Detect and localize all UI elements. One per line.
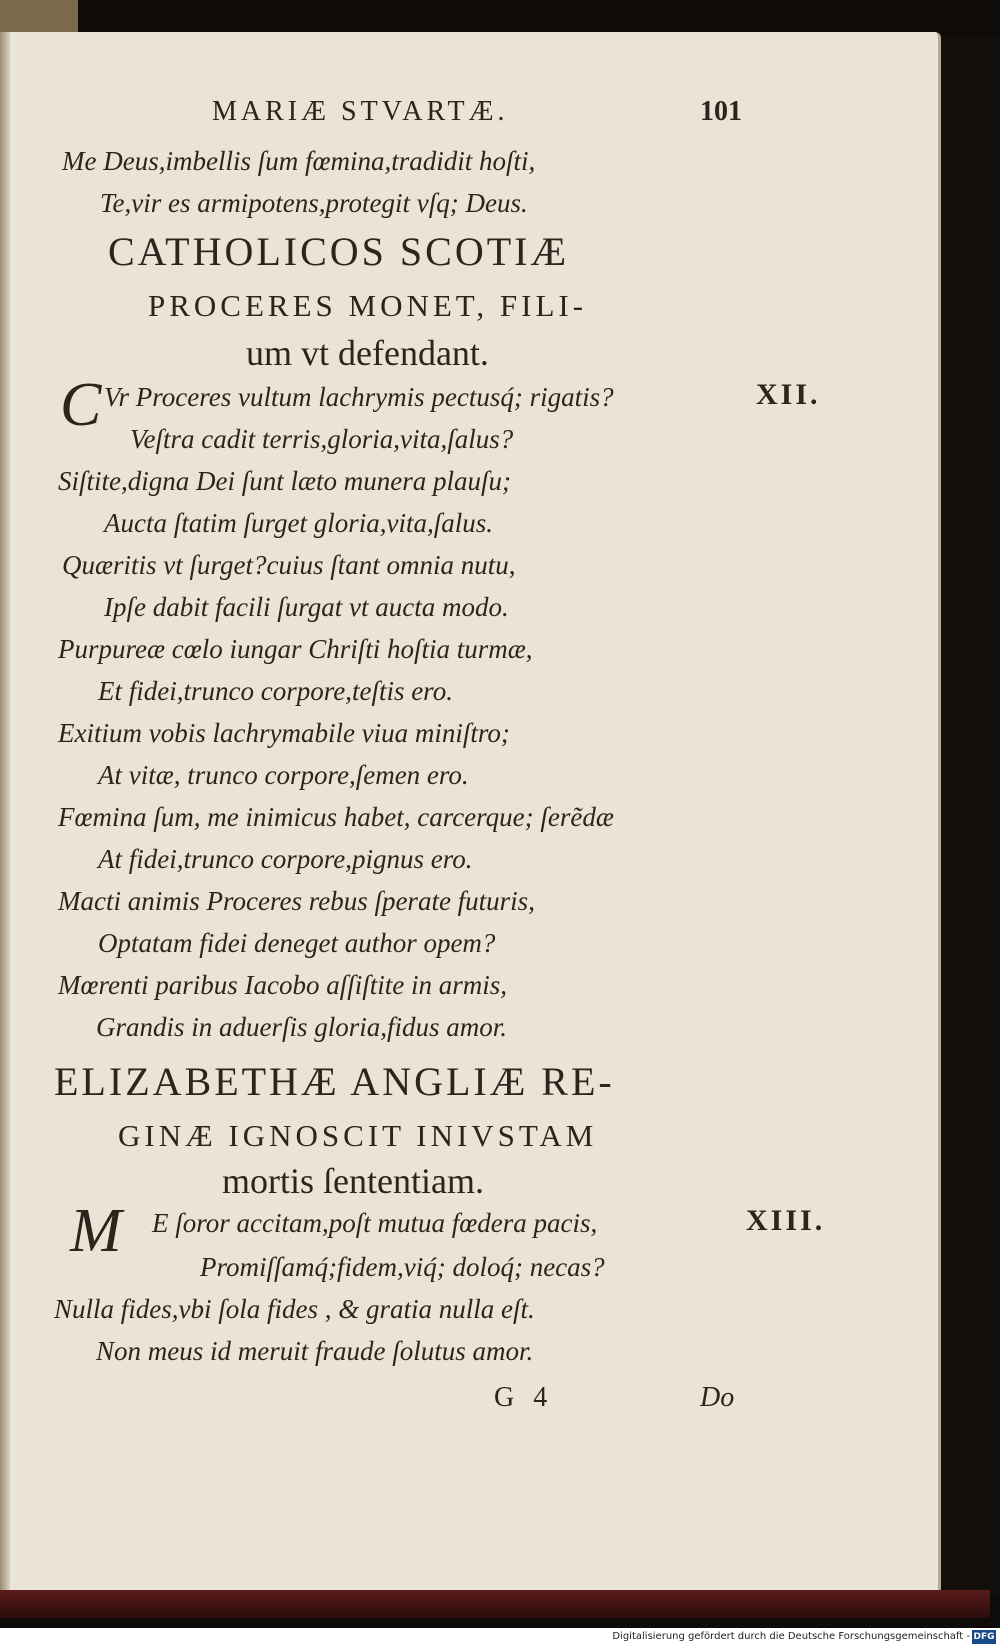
section-title-xii-line2: PROCERES MONET, FILI-	[148, 288, 588, 323]
section-title-xii-line1: CATHOLICOS SCOTIÆ	[108, 229, 570, 274]
page-gutter	[0, 32, 10, 1594]
signature-mark: G 4	[494, 1382, 554, 1413]
section-title-xiii-line3: mortis ſententiam.	[222, 1161, 484, 1201]
verse-line: Me Deus,imbellis ſum fœmina,tradidit hoſti,	[62, 146, 536, 176]
verse-line: Fœmina ſum, me inimicus habet, carcerque; ſerẽdæ	[58, 802, 614, 832]
verse-line: Grandis in aduerſis gloria,fidus amor.	[96, 1012, 508, 1042]
verse-line: Promiſſamq́;fidem,viq́; doloq́; necas?	[200, 1252, 605, 1282]
book-edge-bottom	[0, 1590, 990, 1618]
verse-line: Et fidei,trunco corpore,teſtis ero.	[98, 676, 453, 706]
verse-line: Nulla fides,vbi ſola fides , & gratia nulla eſt.	[54, 1294, 535, 1324]
verse-line: Optatam fidei deneget author opem?	[98, 928, 496, 958]
verse-line: Non meus id meruit fraude ſolutus amor.	[96, 1336, 534, 1366]
verse-line: Te,vir es armipotens,protegit vſq; Deus.	[100, 188, 528, 218]
drop-cap: C	[60, 371, 102, 439]
catchword: Do	[700, 1382, 735, 1413]
verse-line: Quæritis vt ſurget?cuius ſtant omnia nutu,	[62, 550, 516, 580]
background-strip	[938, 36, 1000, 1596]
verse-line: Ipſe dabit facili ſurgat vt aucta modo.	[104, 592, 509, 622]
verse-line: Siſtite,digna Dei ſunt læto munera plauſu;	[58, 466, 511, 496]
verse-line: Macti animis Proceres rebus ſperate futuris,	[58, 886, 535, 916]
verse-line: Veſtra cadit terris,gloria,vita,ſalus?	[130, 424, 514, 454]
verse-line: Purpureæ cœlo iungar Chriſti hoſtia turmæ,	[58, 634, 533, 664]
dfg-logo: DFG	[973, 1632, 995, 1642]
section-title-xiii-line1: ELIZABETHÆ ANGLIÆ RE-	[54, 1059, 615, 1104]
poem-numeral: XIII.	[746, 1204, 826, 1237]
digitization-notice: Digitalisierung gefördert durch die Deutsche Forschungsgemeinschaft -	[612, 1631, 970, 1642]
verse-line: Mœrenti paribus Iacobo aſſiſtite in armis,	[58, 970, 507, 1000]
verse-line: At vitæ, trunco corpore,ſemen ero.	[98, 760, 469, 790]
book-edge-top	[0, 0, 78, 36]
section-title-xii-line3: um vt defendant.	[246, 333, 489, 373]
verse-line: Aucta ſtatim ſurget gloria,vita,ſalus.	[104, 508, 493, 538]
verse-line: At fidei,trunco corpore,pignus ero.	[98, 844, 473, 874]
page-number: 101	[700, 96, 742, 127]
section-title-xiii-line2: GINÆ IGNOSCIT INIVSTAM	[118, 1118, 598, 1153]
verse-line: E ſoror accitam,poſt mutua fœdera pacis,	[152, 1208, 598, 1238]
verse-line: Vr Proceres vultum lachrymis pectusq́; rigatis?	[104, 382, 614, 412]
running-head-title: MARIÆ STVARTÆ.	[212, 96, 509, 127]
poem-numeral: XII.	[756, 378, 821, 411]
drop-cap: M	[70, 1197, 122, 1265]
verse-line: Exitium vobis lachrymabile viua miniſtro;	[58, 718, 510, 748]
